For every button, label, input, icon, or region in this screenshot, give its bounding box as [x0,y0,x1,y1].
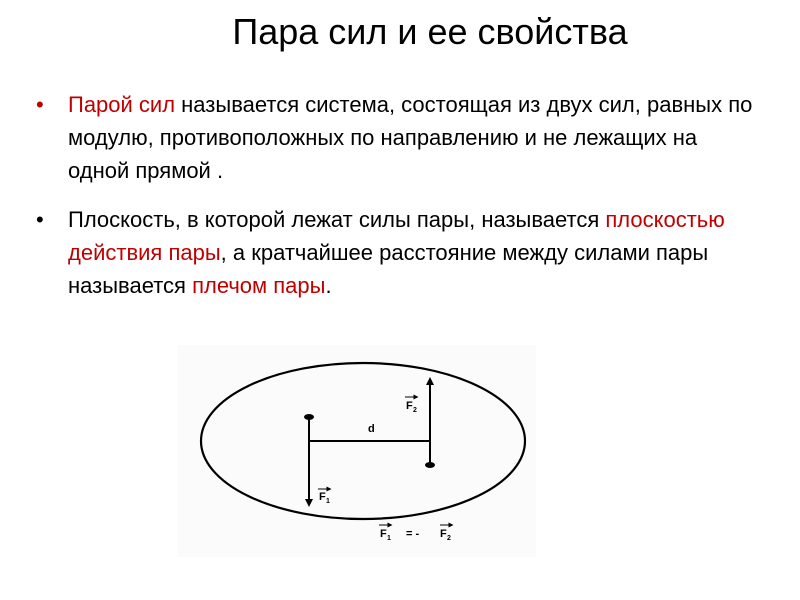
force1-index: 1 [326,498,330,505]
bullet-item-couple-definition [34,88,754,187]
bullet-text: , а кратчайшее расстояние между силами пары называется [68,240,709,298]
force1-label [318,489,330,505]
equation-right-symbol: F [440,528,447,540]
arm-label: d [368,423,375,435]
diagram-canvas [178,345,536,557]
equation-left-index: 1 [387,535,391,542]
bullet-item-plane-and-arm [34,203,754,302]
slide-title: Пара сил и ее свойства [232,11,628,52]
force2-symbol: F [406,400,413,412]
equation-right-index: 2 [447,535,451,542]
equation-left-symbol: F [380,528,387,540]
equation-f1-equals-minus-f2 [379,525,451,542]
bullet-marker: • [36,207,44,232]
force2-index: 2 [413,407,417,414]
bullet-marker: • [36,92,44,117]
force-couple-diagram [178,345,536,557]
term-plane-of-action: плоскостью действия пары [68,207,725,265]
term-arm-of-couple: плечом пары [192,273,326,298]
term-couple: Парой сил [68,92,176,117]
force1-symbol: F [319,491,326,503]
bullet-text: называется система, состоящая из двух сил, равных по модулю, противоположных по направлению и не лежащих на одной прямой . [68,92,753,183]
bullet-text: . [325,273,332,298]
bullet-list [34,88,754,318]
force2-label [405,397,417,414]
equation-operator: = - [406,528,420,540]
bullet-text: Плоскость, в которой лежат силы пары, называется [68,207,606,232]
